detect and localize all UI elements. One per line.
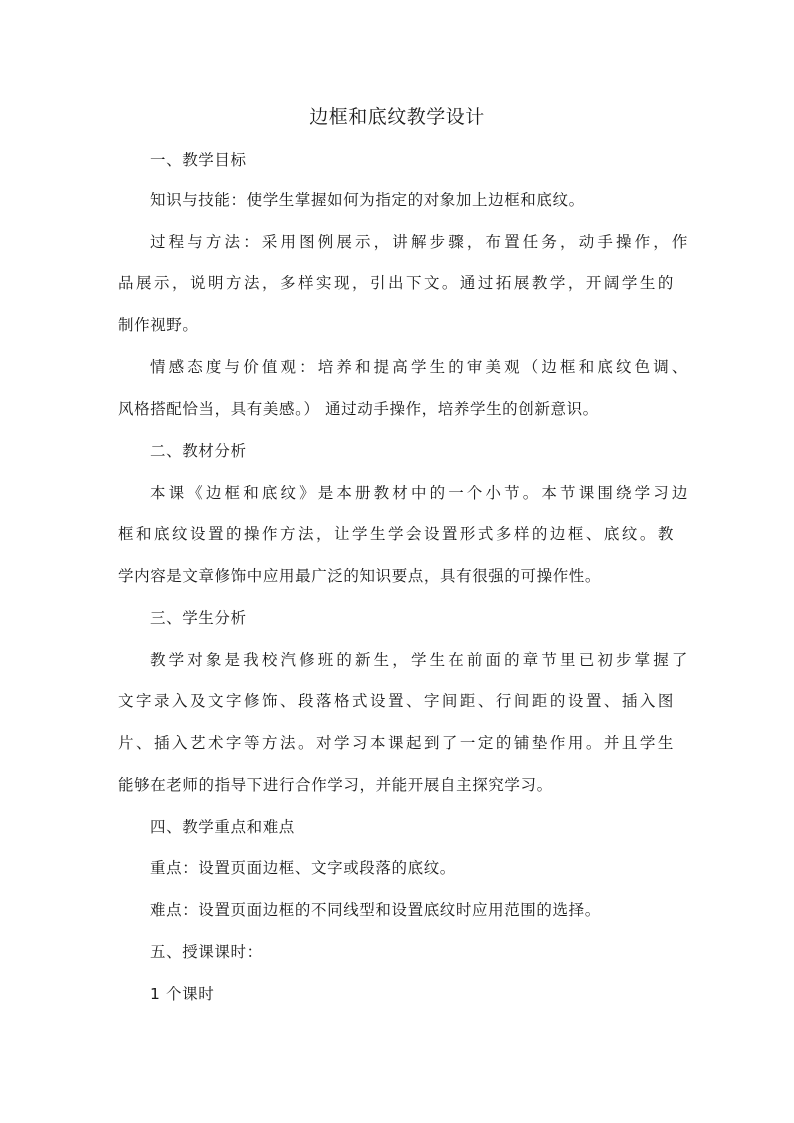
- paragraph-line: 重点：设置页面边框、文字或段落的底纹。: [150, 859, 456, 877]
- section-heading-material: 二、教材分析: [150, 442, 247, 460]
- section-heading-key-points: 四、教学重点和难点: [150, 818, 295, 836]
- paragraph-line: 过程与方法：采用图例展示，讲解步骤，布置任务，动手操作，作: [150, 233, 688, 251]
- section-heading-students: 三、学生分析: [150, 609, 247, 627]
- paragraph-line: 框和底纹设置的操作方法，让学生学会设置形式多样的边框、底纹。教: [118, 525, 674, 543]
- paragraph-line: 知识与技能：使学生掌握如何为指定的对象加上边框和底纹。: [150, 191, 585, 209]
- paragraph-line: 品展示，说明方法，多样实现，引出下文。通过拓展教学，开阔学生的: [118, 274, 674, 292]
- paragraph-line: 教学对象是我校汽修班的新生，学生在前面的章节里已初步掌握了: [150, 651, 688, 669]
- paragraph-line: 风格搭配恰当，具有美感。） 通过动手操作，培养学生的创新意识。: [118, 400, 599, 418]
- document-title: 边框和底纹教学设计: [309, 106, 485, 128]
- section-heading-objectives: 一、教学目标: [150, 151, 247, 169]
- paragraph-line: 能够在老师的指导下进行合作学习，并能开展自主探究学习。: [118, 776, 553, 794]
- paragraph-line: 难点：设置页面边框的不同线型和设置底纹时应用范围的选择。: [150, 901, 601, 919]
- paragraph-line: 情感态度与价值观：培养和提高学生的审美观（边框和底纹色调、: [150, 358, 688, 376]
- paragraph-line: 学内容是文章修饰中应用最广泛的知识要点，具有很强的可操作性。: [118, 567, 602, 585]
- paragraph-line: 制作视野。: [118, 316, 199, 334]
- paragraph-line: 片、插入艺术字等方法。对学习本课起到了一定的铺垫作用。并且学生: [118, 734, 674, 752]
- paragraph-line: 1 个课时: [150, 985, 215, 1003]
- section-heading-class-hours: 五、授课课时：: [150, 943, 263, 961]
- paragraph-line: 文字录入及文字修饰、段落格式设置、字间距、行间距的设置、插入图: [118, 692, 674, 710]
- paragraph-line: 本课《边框和底纹》是本册教材中的一个小节。本节课围绕学习边: [150, 484, 688, 502]
